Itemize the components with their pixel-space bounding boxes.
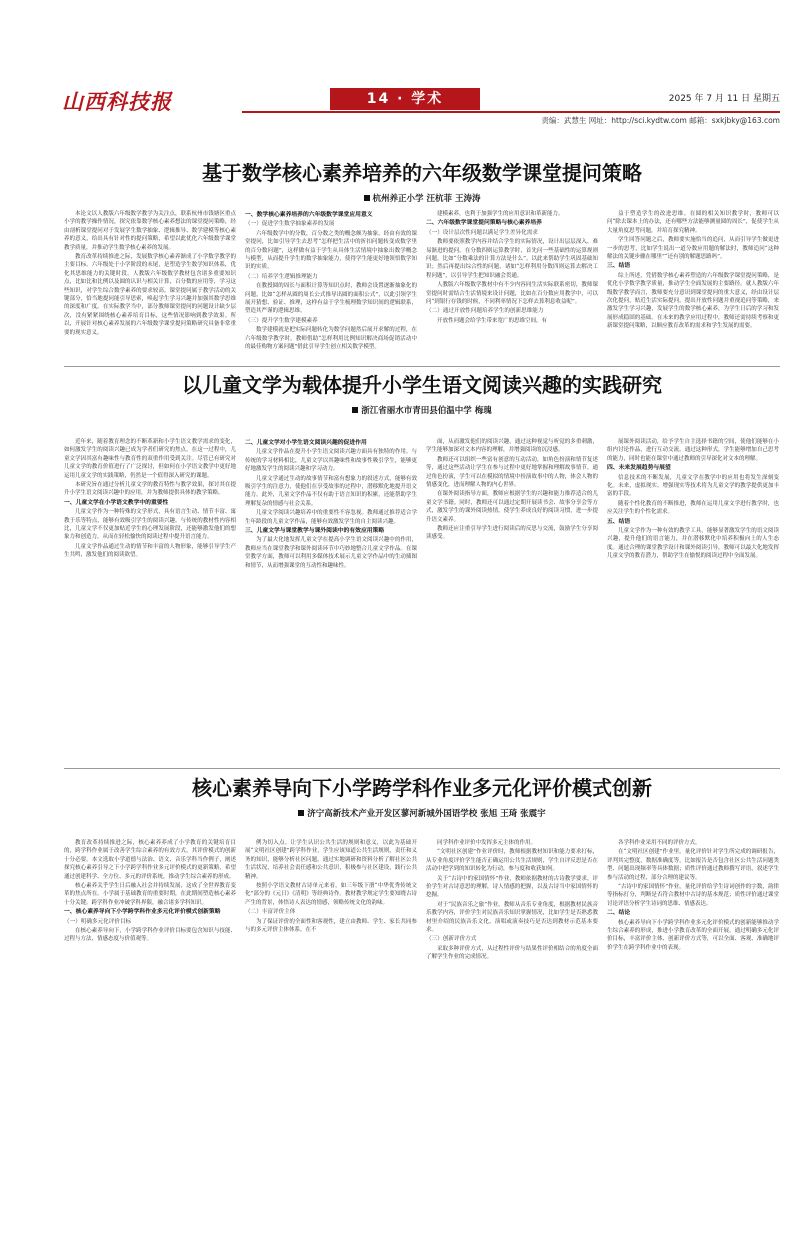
article-title: 核心素养导向下小学跨学科作业多元化评价模式创新: [192, 776, 652, 800]
paragraph: 同学科作业评价中发挥多元主体的作用。: [437, 840, 537, 846]
paragraph: 建模素养，也利于加强学生的应用意识和革新能力。: [437, 211, 564, 217]
section-heading: 二、六年级数学课堂提问策略与核心素养培养: [426, 220, 542, 227]
section-heading: 一、核心素养导向下小学跨学科作业多元化评价模式创新策略: [64, 909, 221, 916]
square-bullet-icon: [364, 195, 370, 201]
article-divider: [64, 366, 780, 367]
paragraph: “文明社区创建”作业评价时，教师根据教材知识和能力要求打标，从专业角度评价学生能否正确运用公共生活规则，学生自评反思是否在活动中把学到的知识转化为行动，参与度和收获如何。: [426, 849, 598, 873]
square-bullet-icon: [298, 810, 304, 816]
square-bullet-icon: [352, 407, 358, 413]
text-column: [607, 839, 779, 1227]
text-column: [245, 438, 417, 760]
paragraph: 教育改革持续推进之际，发展数学核心素养渐成了小学数学教学的主要目标。六年级处于小学阶段的末尾，是塑造学生数学知识体系，优化其思维能力的关键时段。人教版六年级数学教材包含诸多重要知识点，比如比和比例以及圆的认识与相关计算，百分数的应用等，学习这些知识，对学生综合数学素养的要求较高。课堂提问属于教学活动的关键部分，恰当地提问能引导思索，唤起学生学习兴趣并加强其数学思维的深度和广度。在实际教学当中，部分教师课堂提问的问题设计缺少层次，没有紧紧围绕核心素养培育目标，这些情况影响到教学效果。所以，开展针对核心素养发展的六年级数学课堂提问策略研究具备非常重要的现实意义。: [64, 254, 236, 336]
paragraph: “古诗中的家国情怀”作业，量化评价给学生诗词创作的字数，韵律等指标打分，判断是否符合教材中古诗的基本规范；质性评价通过课堂讨论评语分析学生诗词的思维、情感表达。: [607, 884, 779, 907]
paragraph: 数学建模就是把实际问题转化为数学问题然后展开求解的过程，在六年级数学教学时，教师借助“怎样利用比例知识解决商场促销活动中的最佳购物方案问题”借此引导学生创立相关数学模型。: [245, 327, 417, 351]
paragraph: 儿童文学作为一种有效的教学工具，能够显著激发学生的语文阅读兴趣，提升他们的语言能力，并在潜移默化中培养积极向上的人生态度。通过合理的课堂教学设计和课外阅读引导，教师可以最大化地发挥儿童文学的教育潜力，帮助学生在愉悦的阅读过程中全面发展。: [607, 528, 779, 560]
text-column: [426, 438, 598, 760]
paragraph: 关于“古诗中的家国情怀”作业，教师依据教材的古诗教学要求，评价学生对古诗意思的理解，诗人情感的把握，以及古诗当中家国情怀的挖掘。: [426, 875, 598, 899]
paragraph: 人教版六年级数学教材中有不少内容同生活实际联系密切，教师课堂提问时需结合生活情境来设计问题，比如在百分数应用教学中，可以问“到银行存钱的时候，不同利率情况下怎样去算利息收益呢”。: [426, 282, 598, 306]
paragraph: 采取多种评价方式，从过程性评价与结果性评价相结合的角度全面了解学生作业的完成情况。: [426, 945, 598, 961]
article-title: 基于数学核心素养培养的六年级数学课堂提问策略: [202, 161, 642, 185]
paragraph: 六年级数学中的分数，百分数之类的概念颇为抽象，经由有效的课堂提问，比如引导学生去思考“怎样把生活中的折扣问题转变成数学里的百分数问题”，这样做有益于学生从具体生活情境中抽象出数学概念与模型，从而提升学生的数学抽象能力，使得学生能更好地领悟数学知识的实质。: [245, 230, 417, 271]
paragraph: 儿童文学作品在提升小学生语文阅读兴趣方面具有独特的作用。与传统的学习材料相比，儿童文学以其趣味性和故事性吸引学生，能够更好地激发学生的阅读兴趣和学习动力。: [245, 449, 417, 473]
paragraph: 近年来，随着教育理念的不断革新和小学生语文教学需求的变化，如何激发学生的阅读兴趣已成为学者们研究的焦点。在这一过程中，儿童文学因其富有趣味性与教育性的双重作用受到关注。尽管已有研究对儿童文学的教育价值进行了广泛探讨，但如何在小学语文教学中更好地运用儿童文学的实践策略，仍然是一个值得深入研究的课题。: [64, 439, 236, 479]
paragraph: 为了最大化地发挥儿童文学在提高小学生语文阅读兴趣中的作用，教师应当在课堂教学和课外阅读环节中巧妙地整合儿童文学作品。在课堂教学方面，教师可以利用多媒体技术展示儿童文学作品中的生动插图和情节，从而增强课堂的互动性和趣味性。: [245, 537, 417, 569]
paragraph: 在“文明社区创建”作业里，量化评价针对学生所完成的调研报告，评判其完整度，数据准确度等，比如报告是否包含社区公共生活问题类型、问题出现频率等具体数据；质性评价通过教师撰写评语，叙述学生参与活动的过程，部分合理的建议等。: [607, 849, 779, 881]
subsection-heading: （一）设计层次性问题以满足学生差异化需求: [426, 229, 538, 236]
paragraph: 教师还应注重引导学生进行阅读后的反思与交流，鼓励学生分享阅读感受。: [426, 526, 598, 541]
paragraph: 为了保证评价的全面性和客观性，建立由教师、学生、家长共同参与的多元评价主体体系。在不: [245, 918, 417, 934]
paragraph: 儿童文学通过生动的故事情节和富有想象力的叙述方式，能够有效吸引学生的注意力，使他们在享受故事的过程中，潜移默化地提升语文能力。此外，儿童文学作品不仅有助于语言知识的积累，还能帮助学生理解复杂的情感与社会关系。: [245, 475, 417, 507]
paragraph: 按照小学语文教材古诗单元来看，如三年级下册“中华优秀传统文化”部分的《元日》《清明》等经典诗作。教材教学规定学生要知晓古诗产生的背景，体悟诗人表达的情感，领略传统文化的韵味。: [245, 883, 417, 906]
subsection-heading: （一）促进学生数学抽象素养的发展: [245, 221, 335, 228]
section-tab: 14 · 学术: [330, 88, 480, 110]
text-column: [607, 210, 779, 358]
paragraph: 例为切入点。让学生认识公共生活的规则和意义，以此为基础开展“文明社区创建”跨学科作业，学生应该知道公共生活规则，责任和义务的知识，能够分析社区问题，通过实地调研和资料分析了解社区公共生活状况，培养社会责任感和公共意识，积极参与社区建设，践行公共精神。: [245, 840, 417, 880]
newspaper-logo: 山西科技报: [62, 89, 172, 114]
paragraph: 益于塑造学生的改进思维。在圆的相关知识教学时，教师可以问“除去课本上的办法，还有哪些方法能够测量圆的周长”，促使学生从大量角度思考问题，并培育探究精神。: [607, 211, 779, 234]
paragraph: 本论文以人教版六年级数学教学为关注点，联系杭州市钱塘区重点小学的教学操作情况，探究依靠数学核心素养想法的课堂提问策略，经由剖析课堂提问对于发展学生数学抽象、逻辑推导、数学建模等核心素养的意义，给出具有针对性的提问策略，希望以此优化六年级数学课堂教学质量，并推动学生数学核心素养的发展。: [64, 211, 236, 251]
article-2: [64, 372, 780, 762]
section-heading: 四、未来发展趋势与展望: [607, 465, 671, 472]
text-column: [426, 839, 598, 1227]
section-heading: 一、儿童文学在小学语文教学中的重要性: [64, 499, 169, 506]
text-column: [64, 210, 236, 358]
issue-date: 2025 年 7 月 11 日 星期五: [668, 94, 780, 104]
byline-text: 浙江省丽水市青田县伯温中学 梅瑰: [361, 406, 492, 416]
paragraph: 儿童文学阅读兴趣培养中的重要性不容忽视。教师通过推荐适合学生年龄段的儿童文学作品，能够有效激发学生的自主阅读兴趣。: [245, 510, 417, 525]
paragraph: 面，从而激发他们的阅读兴趣。通过这种视觉与听觉的多重刺激，学生能够加深对文本内容的理解，并增强阅读的沉浸感。: [426, 439, 598, 454]
section-heading: 二、儿童文学对小学生语文阅读兴趣的促进作用: [245, 440, 367, 446]
paragraph: 对于“民族音乐之旅”作业，教师从音乐专业角度，根据教材民族音乐教学内容，评价学生对民族音乐知识掌握情况，比如学生是否熟悉教材里介绍的民族音乐文化，演唱或演奏技巧是否达到教材示范基本要求。: [426, 901, 598, 934]
paragraph: 教师还可以组织一些富有创意的互动活动，如角色扮演和情节复述等，通过这些活动让学生在参与过程中更好地掌握和理解故事情节。通过角色扮演，学生可以在模拟的情境中扮演故事中的人物，体会人物的情感变化，进而理解人物的内心世界。: [426, 456, 598, 489]
text-column: [64, 839, 236, 1227]
paragraph: 儿童文学作为一种特殊的文学形式，具有语言生动、情节丰富、寓教于乐等特点，能够有效吸引学生的阅读兴趣。与传统的教材性内容相比，儿童文学不仅更加贴近学生的心理发展阶段，还能够激发他们的想象力和创造力，从而在轻松愉快的阅读过程中提升语言能力。: [64, 509, 236, 541]
paragraph: 学生回答问题之后，教师要实施恰当的追问，从而引导学生做更进一步的思考，比如学生说出一道分数应用题的解法时，教师追问“这种解法的关键步骤在哪里”“还有别的解题思路吗”。: [607, 237, 779, 261]
paragraph: 教育改革持续推进之际，核心素养养成了小学教育的关键培育目的，跨学科作业属于改善学生综合素养的有效方式，其评价模式的创新十分必要。本文选取小学道德与法治、语文、音乐学科当作例子，阐述探究核心素养引导之下小学跨学科作业多元评价模式的更新策略，希望通过创建科学、全方位、多元的评价系统，推动学生综合素养的形成。: [64, 840, 236, 880]
subsection-heading: （三）提升学生数学建模素养: [245, 317, 318, 324]
article-columns: [64, 210, 779, 358]
subsection-heading: （二）丰富评价主体: [245, 909, 296, 916]
subsection-heading: （三）创新评价方式: [426, 936, 477, 943]
section-heading: 一、数学核心素养培养的六年级数学课堂应用意义: [245, 212, 373, 218]
article-byline: [64, 807, 780, 819]
article-divider: [64, 768, 780, 769]
subsection-heading: （二）通过开放性问题培养学生的创新思维能力: [426, 308, 544, 315]
subsection-heading: （二）培养学生逻辑推理能力: [245, 273, 318, 280]
article-title: 以儿童文学为载体提升小学生语文阅读兴趣的实践研究: [182, 373, 662, 397]
section-heading: 三、结语: [607, 263, 631, 270]
section-heading: 二、结论: [607, 910, 631, 917]
paragraph: 随着个性化教育的不断推进，教师在运用儿童文学进行教学时，也应关注学生的个性化需求。: [607, 500, 779, 516]
article-columns: [64, 839, 779, 1227]
text-column: [245, 210, 417, 358]
paragraph: 在教授圆的周长与面积计算等知识点时，教师会设置逐渐抽象化的问题，比如“怎样从圆的周长公式推导出圆的面积公式”，以此引领学生展开猜想、验证、推理，这样有益于学生梳理数学知识间的逻辑联系，塑造其严谨的逻辑思维。: [245, 283, 417, 315]
masthead: [62, 86, 780, 125]
text-column: [426, 210, 598, 358]
byline-text: 杭州养正小学 汪杭菲 王涛涛: [372, 194, 481, 204]
article-byline: [64, 404, 780, 416]
paragraph: 综上所述，凭借数学核心素养塑造的六年级数学课堂提问策略，是优化小学数学教学质量，推动学生全面发展的主要路径。就人教版六年级数学教学而言，教师要充分意识到课堂提问的重大意义，经由设计层次化提问，贴近生活实际提问，提出开放性问题并重视追问等策略，来激发学生学习兴趣，发展学生的数学核心素养，为学生日后的学习和发展形成稳固的基础。在未来的教学应用过程中，教师还需持续考察和更新课堂提问策略，以顺应教育改革的需求和学生发展的需要。: [607, 272, 779, 330]
editor-contact-line: 责编：武慧生 网址：http://sci.kydtw.com 邮箱：sxkjbky@163.com: [541, 116, 780, 125]
paragraph: 展课外阅读活动，给予学生自主选择书籍的空间，使他们能够在小组内讨论作品，进行互动交流。通过这种形式，学生能够增加自己思考的能力，同时也能在课堂中通过教师的引导深化对文本的理解。: [607, 439, 779, 462]
paragraph: 信息技术的不断发展，儿童文学在教学中的应用也将发生深刻变化。未来，虚拟现实、增强现实等技术将为儿童文学的教学提供更加丰富的手段。: [607, 474, 779, 498]
text-column: [607, 438, 779, 760]
section-heading: 五、结语: [607, 518, 631, 525]
subsection-heading: （一）明确多元化评价目标: [64, 918, 132, 925]
paragraph: 开放性问题会给学生带来宽广的思维空间，有: [437, 317, 548, 324]
paragraph: 在课外阅读指导方面，教师应根据学生的兴趣和能力推荐适合的儿童文学书籍。同时，教师还可以通过定期开展读书会、故事分享会等方式，激发学生的课外阅读热情，使学生养成良好的阅读习惯，进一步提升语文素养。: [426, 491, 598, 523]
masthead-rule: [242, 111, 780, 113]
paragraph: 核心素养导向下小学跨学科作业多元化评价模式的创新能够推动学生综合素养的形成，推进小学教育改革的全面开展。通过明确多元化评价目标，丰富评价主体、创新评价方式等，可以全面、客观、准确地评价学生在跨学科作业中的表现。: [607, 919, 779, 951]
paragraph: 本研究旨在通过分析儿童文学的教育特性与教学效果，探讨其在提升小学生语文阅读兴趣中的应用，并为教师提供具体的教学策略。: [64, 482, 236, 497]
article-byline: [64, 192, 780, 204]
section-heading: 三、儿童文学与课堂教学与课外阅读中的有效应用策略: [245, 528, 385, 535]
text-column: [64, 438, 236, 760]
byline-text: 济宁高新技术产业开发区蓼河新城外国语学校 张旭 王琦 张震宇: [307, 809, 546, 819]
article-columns: [64, 438, 779, 760]
paragraph: 儿童文学作品通过生动的情节和丰富的人物形象，能够引导学生产生共鸣，激发他们的阅读欲望。: [64, 543, 236, 559]
paragraph: 在核心素养导向下，小学跨学科作业评价目标要包含知识与技能、过程与方法、情感态度与价值观等。: [64, 928, 236, 943]
paragraph: 各学科作业采用不同的评价方式。: [618, 840, 701, 846]
text-column: [245, 839, 417, 1227]
paragraph: 教师要依照教学内容并结合学生的实际情况，设计出层层深入、难易渐进的提问。在分数四则运算教学时，首先问一些基础性的运算规则问题，比如“分数乘法的计算方法是什么”。以此来帮助学生巩固基础知识；然后再提出综合性的问题，诸如“怎样利用分数四则运算去解决工程问题”，以引导学生把知识融会贯通。: [426, 239, 598, 279]
paragraph: 核心素养关乎学生日后融入社会并持续发展，这成了全世界教育变革的焦点所在。小学属于基础教育的重要时期，在此期间塑造核心素养十分关键。跨学科作业冲破学科界限，融合诸多学科知识。: [64, 883, 236, 906]
article-3: [64, 775, 780, 1230]
article-1: [64, 160, 780, 360]
